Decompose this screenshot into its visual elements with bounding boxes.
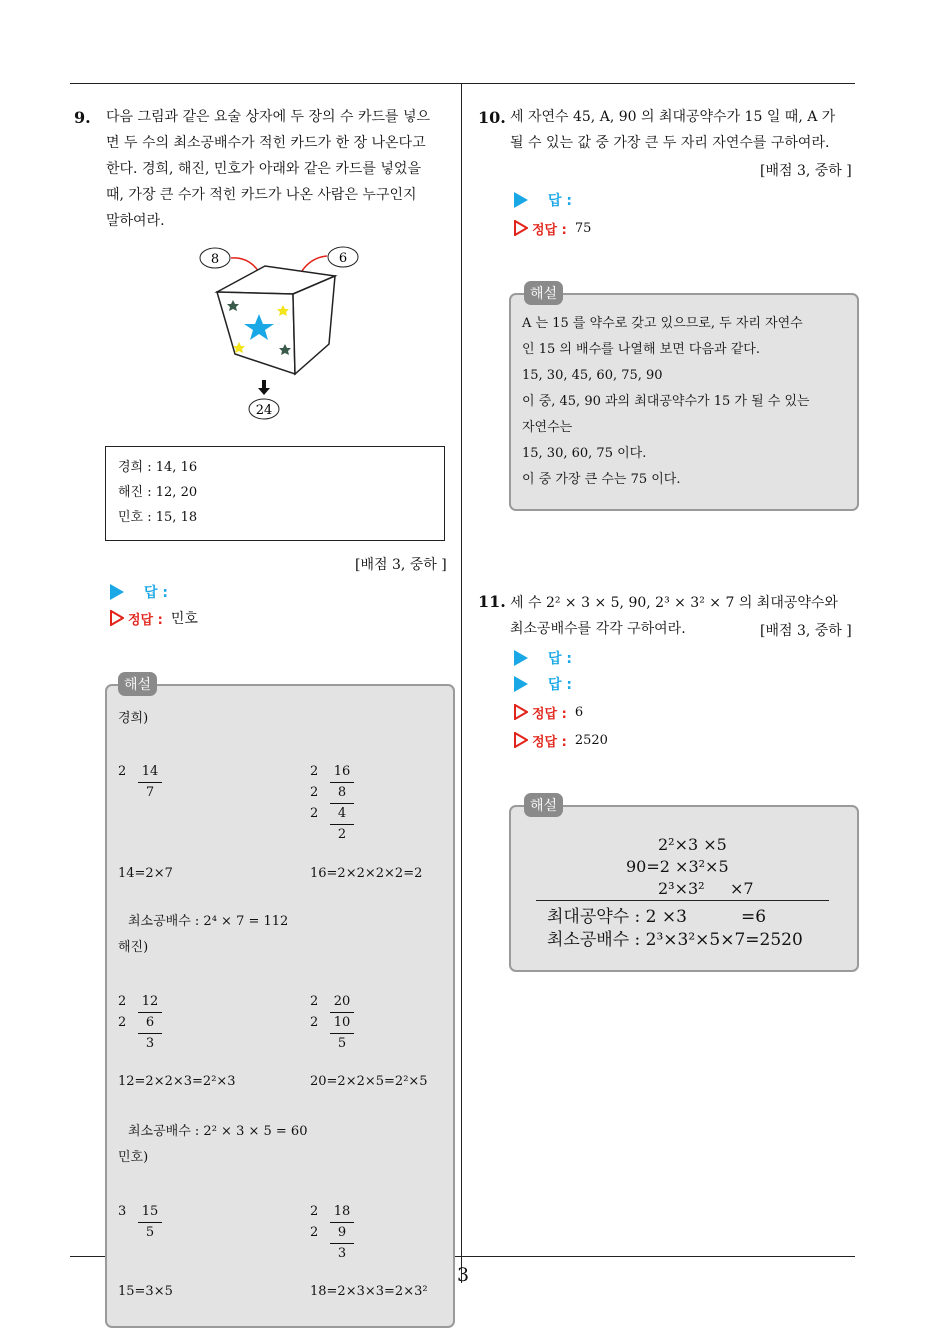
question-11-line-1: 세 수 2² × 3 × 5, 90, 2³ × 3² × 7 의 최대공약수와: [510, 595, 838, 611]
solution-line: 이 중 가장 큰 수는 75 이다.: [522, 472, 681, 487]
correct-label: 정답 :: [532, 222, 567, 238]
info-line: 해진 : 12, 20: [118, 485, 198, 500]
gcd-lcm-row-2: 90=2 ×3²×5: [626, 857, 729, 876]
card-6-label: 6: [338, 251, 348, 266]
division-16: 2 16 2 8 2 4 2: [310, 762, 354, 845]
answer-label: 답 :: [548, 193, 572, 209]
column-divider: [461, 83, 462, 1283]
play-outline-icon: [514, 220, 528, 236]
correct-label: 정답 :: [532, 706, 567, 722]
correct-answer-row: [514, 216, 591, 240]
solution-heading: 경희): [118, 711, 149, 726]
answer-label: 답 :: [548, 677, 572, 693]
answer-row: [514, 672, 572, 696]
question-line: 때, 가장 큰 수가 적힌 카드가 나온 사람은 누구인지: [106, 187, 417, 203]
solution-heading: 민호): [118, 1150, 149, 1165]
lcm-kyunghee: 최소공배수 : 2⁴ × 7 = 112: [128, 914, 289, 929]
solution-line: 인 15 의 배수를 나열해 보면 다음과 같다.: [522, 342, 760, 357]
card-8-label: 8: [210, 252, 220, 267]
correct-label: 정답 :: [128, 612, 163, 628]
play-outline-icon: [514, 732, 528, 748]
division-18: 2 18 2 9 3: [310, 1202, 354, 1264]
play-icon: [514, 650, 528, 666]
correct-value: 6: [574, 704, 584, 720]
factorization-16: 16=2×2×2×2=2: [310, 866, 423, 881]
question-10-meta: [배점 3, 중하 ]: [760, 163, 852, 179]
play-icon: [110, 584, 124, 600]
question-11-number: 11.: [478, 592, 506, 611]
answer-row: [514, 188, 572, 212]
correct-label: 정답 :: [532, 734, 567, 750]
factorization-18: 18=2×3×3=2×3²: [310, 1284, 428, 1299]
gcd-result: 최대공약수 : 2 ×3 =6: [547, 907, 767, 927]
question-11-meta: [배점 3, 중하 ]: [760, 623, 852, 639]
answer-label: 답 :: [548, 651, 572, 667]
answer-label: 답 :: [144, 585, 168, 601]
cards-info-box: [105, 446, 445, 541]
play-icon: [514, 676, 528, 692]
question-line: 면 두 수의 최소공배수가 적힌 카드가 한 장 나온다고: [106, 135, 426, 151]
question-11-line-2: 최소공배수를 각각 구하여라.: [510, 621, 686, 637]
header-rule: [70, 83, 855, 84]
card-24-label: 24: [255, 403, 273, 418]
division-20: 2 20 2 10 5: [310, 992, 354, 1054]
solution-line: 15, 30, 60, 75 이다.: [522, 446, 647, 461]
solution-line: 자연수는: [522, 420, 573, 435]
division-12: 2 12 2 6 3: [118, 992, 162, 1054]
question-10-line-1: 세 자연수 45, A, 90 의 최대공약수가 15 일 때, A 가: [510, 109, 836, 125]
play-outline-icon: [514, 704, 528, 720]
answer-row: [110, 580, 168, 604]
play-icon: [514, 192, 528, 208]
info-line: 경희 : 14, 16: [118, 460, 198, 475]
solution-line: A 는 15 를 약수로 갖고 있으므로, 두 자리 자연수: [522, 316, 803, 331]
correct-value: 민호: [170, 611, 198, 627]
lcm-result: 최소공배수 : 2³×3²×5×7=2520: [547, 930, 803, 950]
factorization-12: 12=2×2×3=2²×3: [118, 1074, 236, 1089]
question-9-meta: [배점 3, 중하 ]: [355, 557, 447, 573]
division-15: 3 15 5: [118, 1202, 162, 1243]
down-arrow-icon: [258, 388, 270, 395]
solution-line: 이 중, 45, 90 과의 최대공약수가 15 가 될 수 있는: [522, 394, 810, 409]
calc-rule: [536, 900, 829, 901]
factorization-20: 20=2×2×5=2²×5: [310, 1074, 428, 1089]
correct-value: 2520: [574, 732, 608, 748]
correct-value: 75: [574, 220, 592, 236]
gcd-lcm-row-1: 2²×3 ×5: [658, 835, 727, 854]
lcm-haejin: 최소공배수 : 2² × 3 × 5 = 60: [128, 1124, 308, 1139]
question-10-number: 10.: [478, 108, 506, 127]
solution-tag: 해설: [118, 672, 157, 696]
question-line: 한다. 경희, 해진, 민호가 아래와 같은 카드를 넣었을: [106, 161, 421, 177]
correct-answer-row: [514, 700, 583, 724]
question-9-text: [106, 104, 456, 234]
factorization-14: 14=2×7: [118, 866, 173, 881]
solution-tag: 해설: [524, 793, 563, 817]
gcd-lcm-row-3: 2³×3² ×7: [658, 879, 754, 898]
solution-tag: 해설: [524, 281, 563, 305]
solution-10-text: [522, 311, 810, 493]
answer-row: [514, 646, 572, 670]
info-line: 민호 : 15, 18: [118, 510, 198, 525]
box-side: [293, 276, 335, 374]
solution-line: 15, 30, 45, 60, 75, 90: [522, 368, 663, 383]
question-line: 말하여라.: [106, 213, 165, 229]
correct-answer-row: [110, 606, 198, 630]
question-10-line-2: 될 수 있는 값 중 가장 큰 두 자리 자연수를 구하여라.: [510, 135, 830, 151]
down-arrow-icon: [262, 380, 266, 388]
question-9-number: 9.: [74, 108, 91, 127]
factorization-15: 15=3×5: [118, 1284, 173, 1299]
play-outline-icon: [110, 610, 124, 626]
solution-heading: 해진): [118, 940, 149, 955]
page-number: 3: [457, 1264, 470, 1286]
magic-box-figure: [195, 242, 365, 424]
question-line: 다음 그림과 같은 요술 상자에 두 장의 수 카드를 넣으: [106, 109, 431, 125]
correct-answer-row: [514, 728, 608, 752]
division-14: 2 14 7: [118, 762, 162, 803]
